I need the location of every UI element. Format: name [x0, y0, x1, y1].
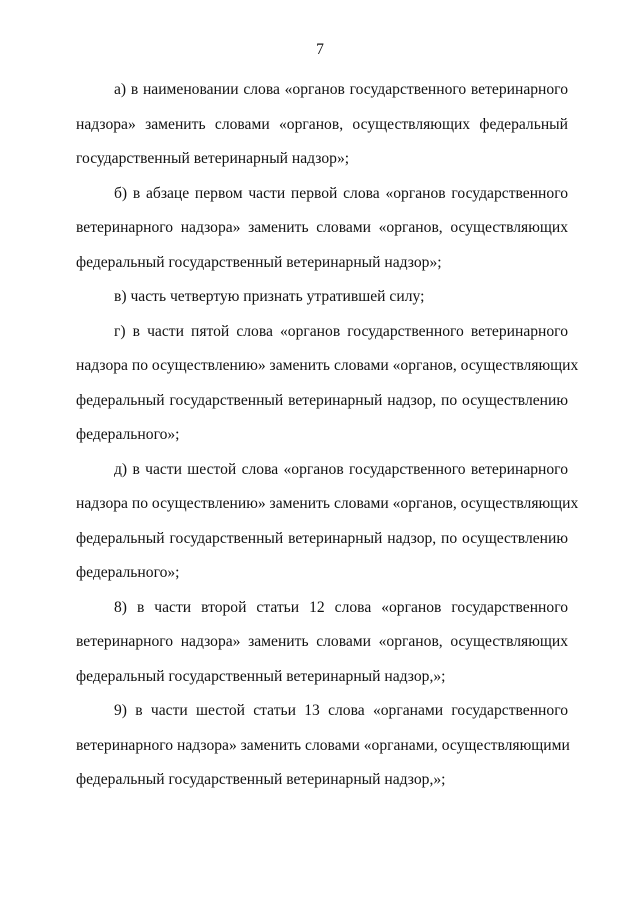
text-line: 8) в части второй статьи 12 слова «органов государственного: [114, 598, 568, 616]
paragraph-g: [76, 315, 579, 453]
text-line: федерального»;: [76, 426, 180, 443]
text-line: надзора по осуществлению» заменить словами «органов, осуществляющих: [76, 357, 579, 374]
text-line: в) часть четвертую признать утратившей силу;: [114, 288, 425, 305]
paragraph-a: [76, 73, 568, 177]
text-line: федерального»;: [76, 564, 180, 581]
text-line: ветеринарного надзора» заменить словами «органов, осуществляющих: [76, 219, 568, 236]
text-line: федеральный государственный ветеринарный надзор,»;: [76, 771, 446, 788]
document-body: [76, 73, 579, 798]
text-line: ветеринарного надзора» заменить словами «органов, осуществляющих: [76, 633, 568, 650]
text-line: г) в части пятой слова «органов государственного ветеринарного: [114, 322, 568, 340]
page-number: 7: [316, 41, 324, 58]
text-line: 9) в части шестой статьи 13 слова «органами государственного: [114, 702, 568, 719]
text-line: федеральный государственный ветеринарный надзор, по осуществлению: [76, 529, 568, 547]
text-line: федеральный государственный ветеринарный надзор»;: [76, 253, 442, 271]
paragraph-v: [76, 280, 568, 315]
text-line: д) в части шестой слова «органов государственного ветеринарного: [114, 460, 568, 478]
paragraph-9: [76, 694, 568, 798]
text-line: б) в абзаце первом части первой слова «органов государственного: [114, 184, 568, 202]
text-line: надзора по осуществлению» заменить словами «органов, осуществляющих: [76, 495, 579, 512]
paragraph-b: [76, 177, 568, 281]
text-line: а) в наименовании слова «органов государственного ветеринарного: [114, 81, 568, 98]
text-line: ветеринарного надзора» заменить словами «органами, осуществляющими: [76, 736, 570, 754]
paragraph-8: [76, 591, 568, 695]
text-line: федеральный государственный ветеринарный надзор,»;: [76, 667, 446, 685]
paragraph-d: [76, 453, 579, 591]
text-line: надзора» заменить словами «органов, осуществляющих федеральный: [76, 115, 568, 133]
text-line: государственный ветеринарный надзор»;: [76, 150, 350, 167]
text-line: федеральный государственный ветеринарный надзор, по осуществлению: [76, 391, 568, 409]
